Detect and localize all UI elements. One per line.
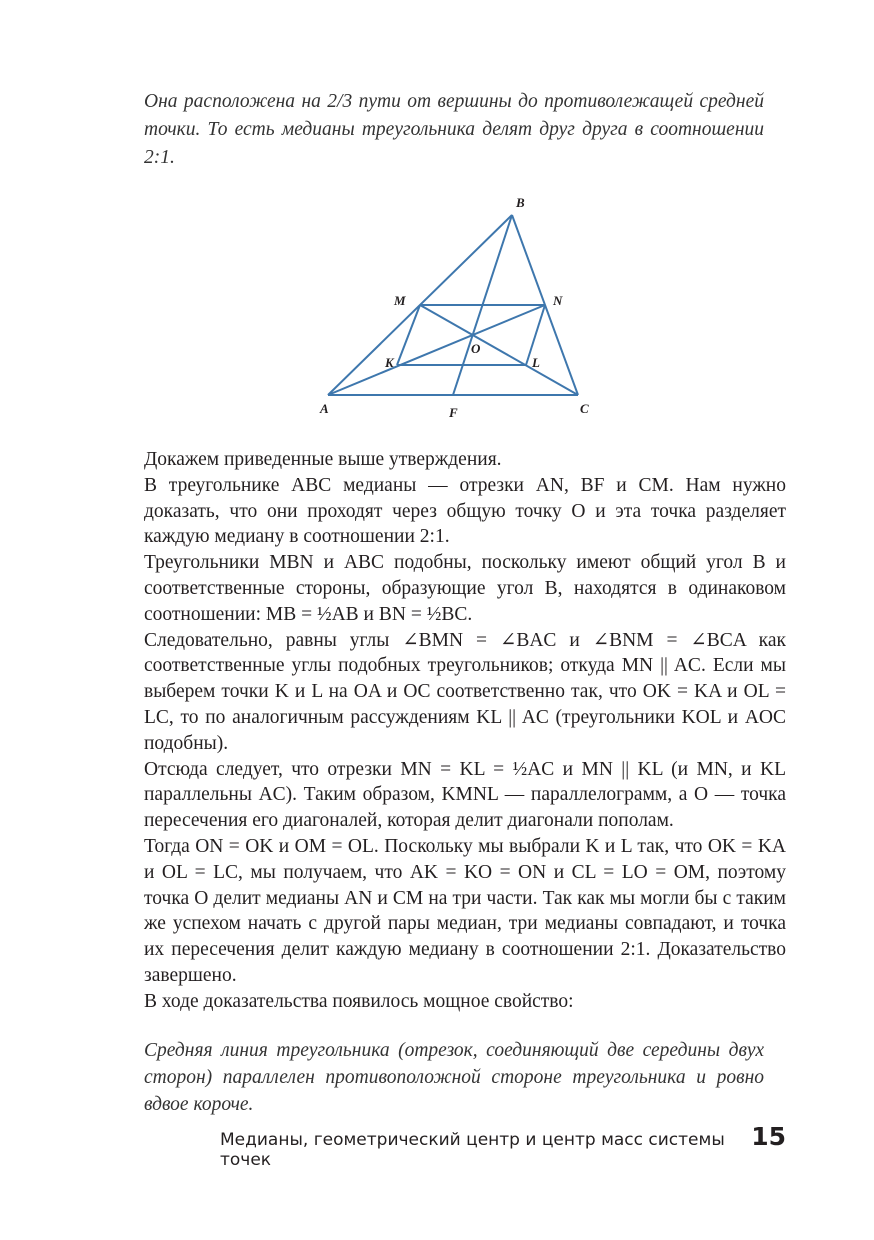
point-label-L: L — [532, 355, 540, 370]
footer-title: Медианы, геометрический центр и центр масс системы точек — [220, 1130, 725, 1170]
intro-text: Она расположена на 2/3 пути от вершины до противолежащей средней точки. То есть медианы треугольника делят друг друга в соотношении 2:1. — [144, 91, 764, 168]
point-label-M: M — [394, 293, 406, 308]
body-text — [144, 447, 786, 1015]
point-label-N: N — [553, 293, 563, 308]
segment-CM — [420, 305, 578, 395]
quote-text: Средняя линия треугольника (отрезок, соединяющий две середины двух сторон) параллелен противоположной стороне треугольника и ровно вдвое короче. — [144, 1040, 764, 1115]
paragraph: Тогда ON = OK и OM = OL. Поскольку мы выбрали K и L так, что OK = KA и OL = LC, мы получаем, что AK = KO = ON и CL = LO = OM, поэтому точка O делит медианы AN и CM на три части. Так как мы могли бы с таким же успехом начать с другой пары медиан, три медианы совпадают, и точка их пересечения делит каждую медиану в соотношении 2:1. Доказательство завершено. — [144, 835, 786, 986]
paragraph: Следовательно, равны углы ∠BMN = ∠BAC и ∠BNM = ∠BCA как соответственные углы подобных треугольников; откуда MN || AC. Если мы выберем точки K и L на OA и OC соответственно так, что OK = KA и OL = LC, то по аналогичным рассуждениям KL || AC (треугольники KOL и AOC подобны). — [144, 629, 786, 754]
triangle-medians-figure — [300, 190, 600, 420]
point-label-K: K — [385, 355, 394, 370]
paragraph: В треугольнике ABC медианы — отрезки AN, BF и CM. Нам нужно доказать, что они проходят через общую точку O и эта точка разделяет каждую медиану в соотношении 2:1. — [144, 474, 786, 548]
segment-AN — [328, 305, 545, 395]
paragraph: Треугольники MBN и ABC подобны, поскольку имеют общий угол B и соответственные стороны, образующие угол B, находятся в одинаковом соотношении: MB = ½AB и BN = ½BC. — [144, 552, 786, 625]
point-label-C: C — [580, 401, 589, 416]
segment-MK — [397, 305, 420, 365]
paragraph: В ходе доказательства появилось мощное свойство: — [144, 990, 574, 1012]
page-footer — [220, 1122, 786, 1170]
point-label-B: B — [516, 195, 525, 210]
point-label-O: O — [471, 341, 481, 356]
paragraph: Докажем приведенные выше утверждения. — [144, 449, 502, 470]
page-number: 15 — [751, 1122, 786, 1151]
paragraph: Отсюда следует, что отрезки MN = KL = ½AC и MN || KL (и MN, и KL параллельны AC). Таким образом, KMNL — параллелограмм, а O — точка пересечения его диагоналей, которая делит диагонали пополам. — [144, 758, 786, 832]
point-label-A: A — [320, 401, 329, 416]
point-label-F: F — [449, 405, 458, 420]
